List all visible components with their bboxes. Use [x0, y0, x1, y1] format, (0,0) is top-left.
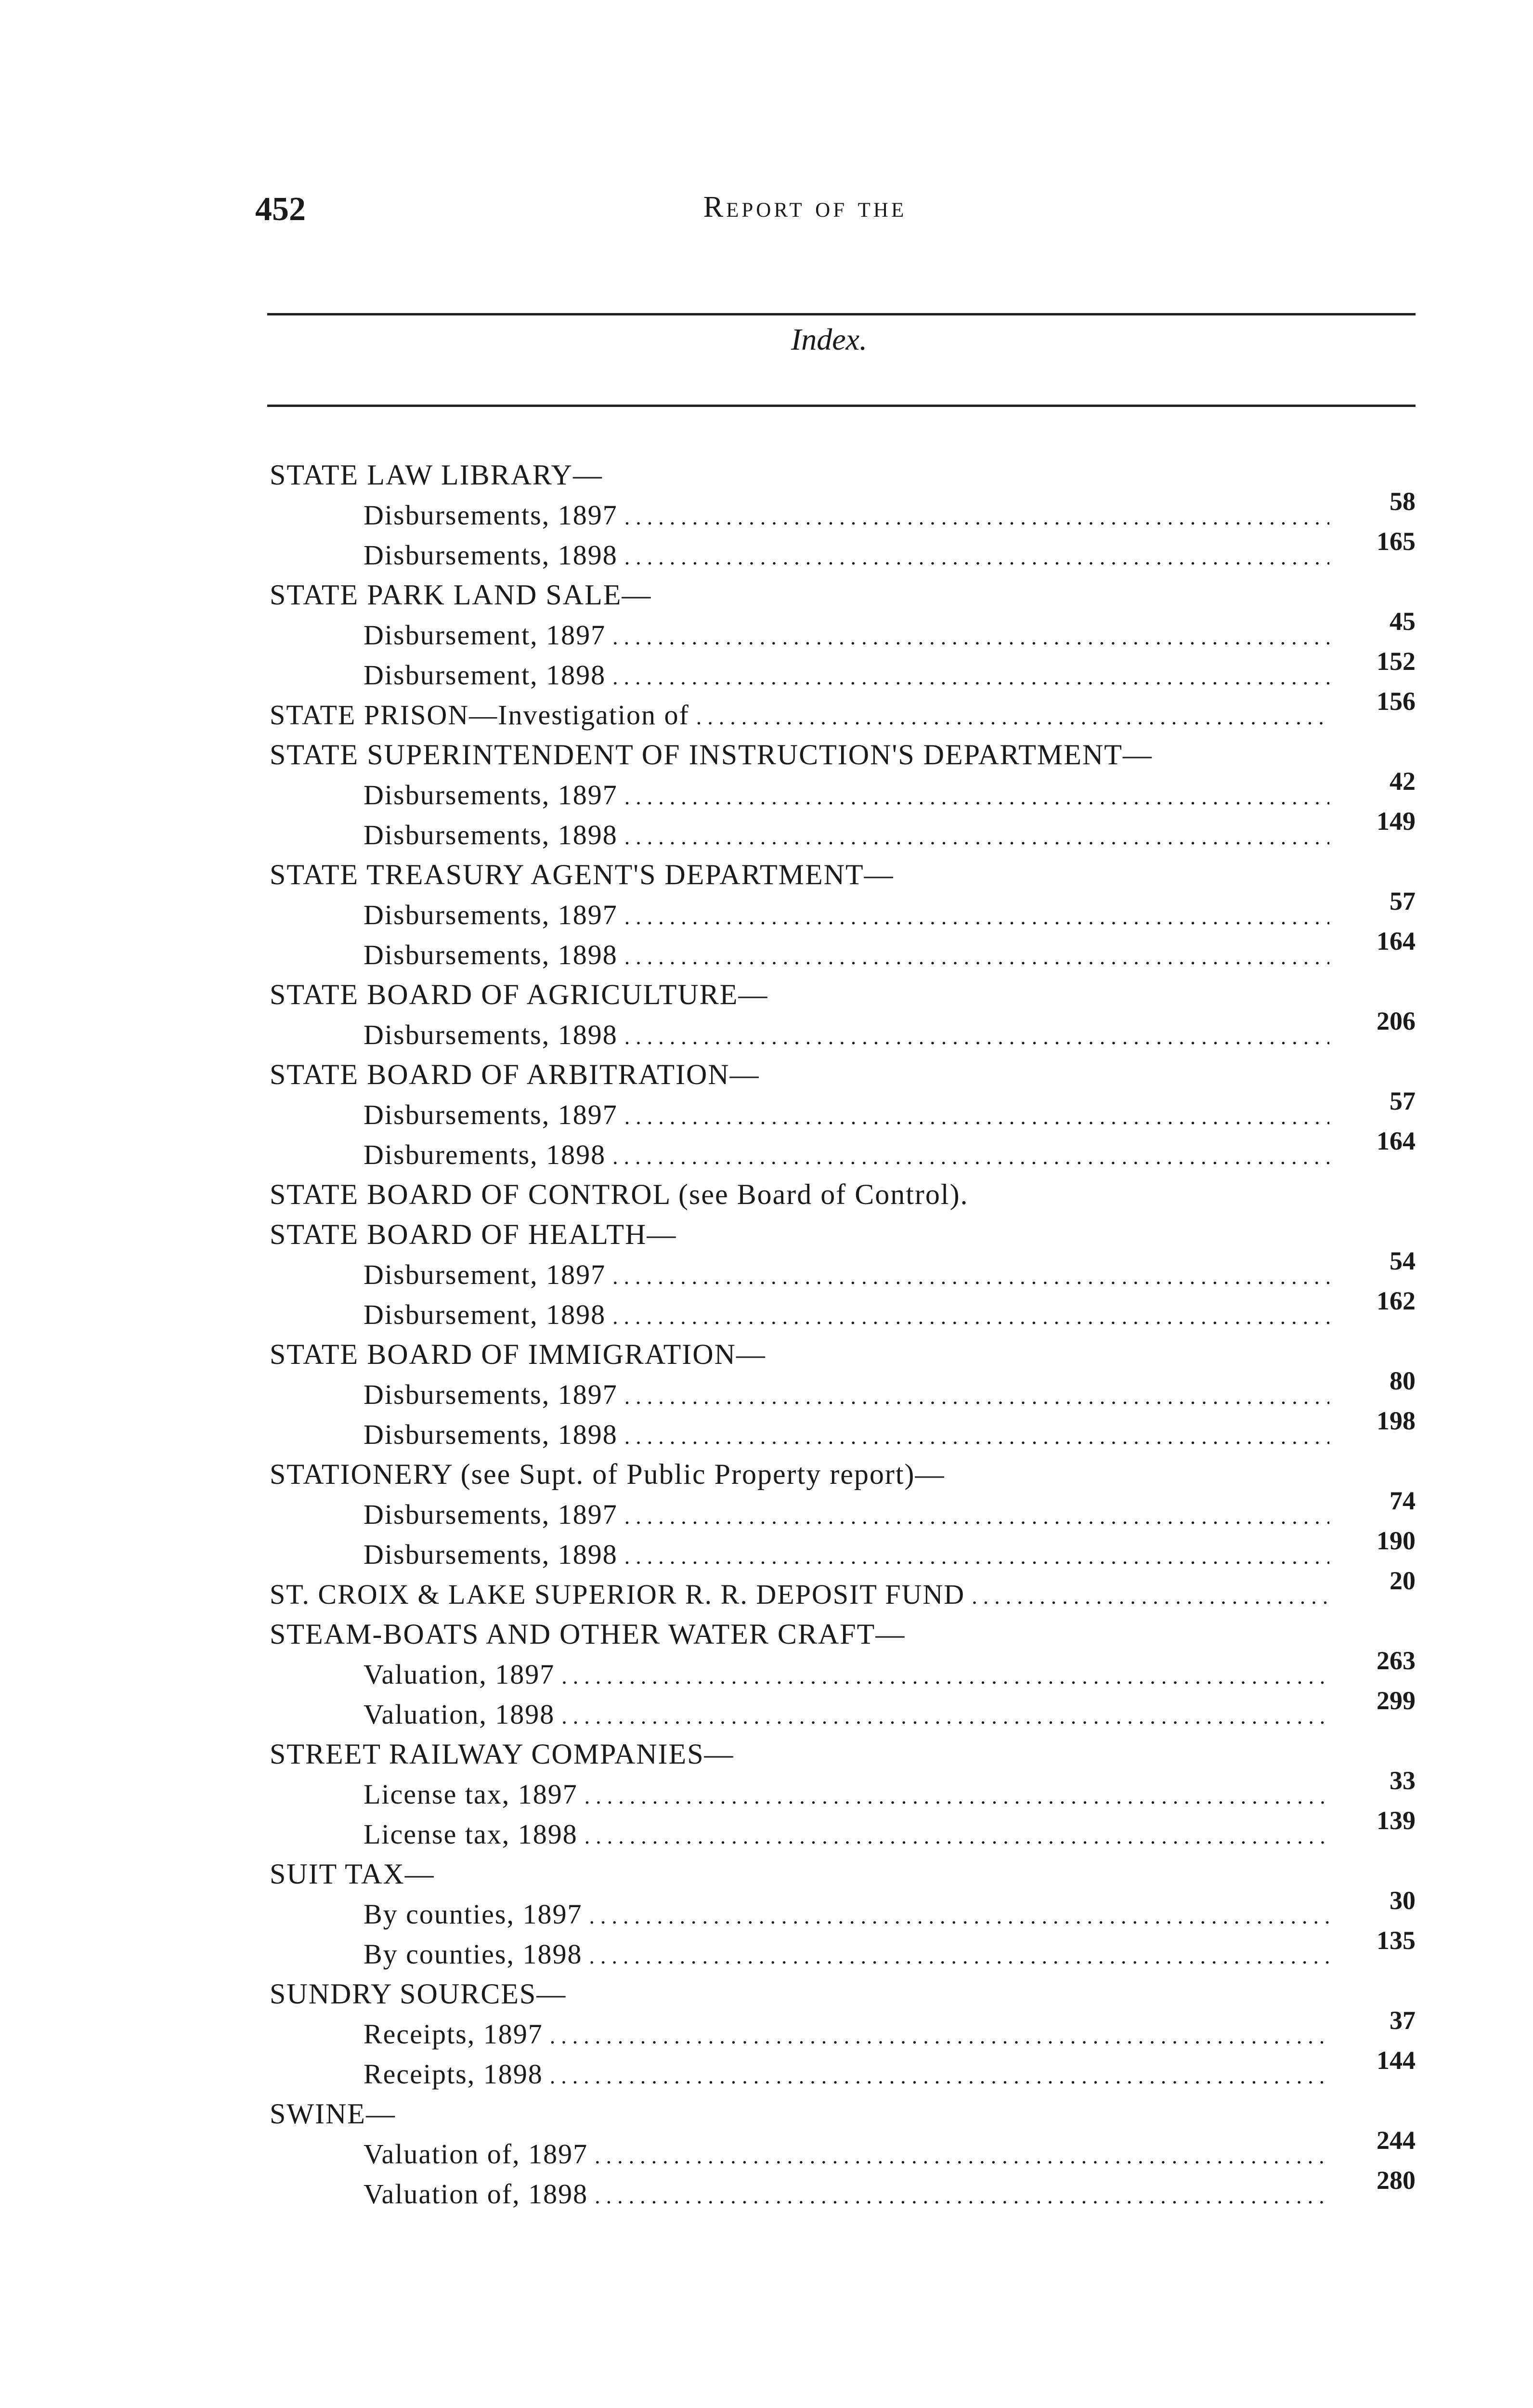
- index-entry: [270, 527, 1425, 575]
- index-entry: [270, 1686, 1425, 1734]
- dot-leader: [612, 1137, 1329, 1177]
- entry-label: Disbursements, 1898: [364, 539, 618, 571]
- index-entry: [270, 607, 1425, 655]
- index-heading: STATE BOARD OF CONTROL (see Board of Control).: [270, 1178, 969, 1210]
- entry-label: Disbursements, 1897: [364, 499, 618, 531]
- entry-label: By counties, 1898: [364, 1938, 583, 1970]
- dot-leader: [612, 657, 1329, 697]
- entry-page-number: 162: [1377, 1286, 1416, 1315]
- entry-page-number: 33: [1390, 1766, 1416, 1795]
- index-entry: [270, 767, 1425, 815]
- entry-label: Valuation of, 1897: [364, 2138, 588, 2170]
- entry-label: Disburements, 1898: [364, 1139, 606, 1170]
- index-entry: [270, 807, 1425, 855]
- entry-label: Receipts, 1897: [364, 2018, 543, 2050]
- entry-page-number: 58: [1390, 487, 1416, 516]
- entry-page-number: 152: [1377, 647, 1416, 676]
- index-heading: SUIT TAX—: [270, 1858, 435, 1890]
- index-heading: STATE BOARD OF AGRICULTURE—: [270, 979, 768, 1010]
- header-rule-top: [267, 313, 1416, 315]
- dot-leader: [624, 1496, 1329, 1536]
- dot-leader: [612, 617, 1329, 657]
- index-entry: [270, 1086, 1425, 1135]
- entry-page-number: 156: [1377, 687, 1416, 716]
- dot-leader: [550, 2016, 1329, 2056]
- entry-label: Disbursements, 1898: [364, 939, 618, 970]
- index-entry: [270, 1526, 1425, 1574]
- entry-page-number: 280: [1377, 2166, 1416, 2195]
- running-head: Report of the: [703, 191, 907, 223]
- entry-page-number: 244: [1377, 2126, 1416, 2155]
- section-title: Index.: [791, 322, 868, 356]
- index-heading: STATE LAW LIBRARY—: [270, 459, 603, 491]
- entry-label: STATE PRISON—Investigation of: [270, 699, 689, 731]
- dot-leader: [624, 817, 1329, 857]
- dot-leader: [585, 1776, 1329, 1816]
- index-entry: [270, 647, 1425, 695]
- dot-leader: [624, 1097, 1329, 1137]
- index-entry: [270, 1806, 1425, 1854]
- index-heading: STATE BOARD OF HEALTH—: [270, 1218, 677, 1250]
- index-heading: STREET RAILWAY COMPANIES—: [270, 1738, 734, 1770]
- entry-label: ST. CROIX & LAKE SUPERIOR R. R. DEPOSIT FUND: [270, 1579, 965, 1610]
- index-entry: [270, 2046, 1425, 2094]
- page-number: 452: [255, 191, 306, 228]
- dot-leader: [585, 1816, 1329, 1856]
- entry-page-number: 165: [1377, 527, 1416, 556]
- index-heading: SWINE—: [270, 2098, 396, 2130]
- index-heading: STEAM-BOATS AND OTHER WATER CRAFT—: [270, 1618, 906, 1650]
- entry-page-number: 74: [1390, 1486, 1416, 1515]
- index-entry: [270, 687, 1425, 735]
- index-list: [270, 455, 1425, 2214]
- index-entry: [270, 1646, 1425, 1694]
- entry-label: Disbursement, 1897: [364, 1259, 606, 1290]
- dot-leader: [595, 2176, 1329, 2216]
- index-entry: [270, 2166, 1425, 2214]
- entry-label: Disbursements, 1898: [364, 1419, 618, 1450]
- dot-leader: [624, 1536, 1329, 1576]
- index-entry: [270, 927, 1425, 975]
- index-entry: [270, 1566, 1425, 1614]
- entry-label: Disbursement, 1897: [364, 619, 606, 651]
- entry-page-number: 164: [1377, 1126, 1416, 1155]
- entry-page-number: 139: [1377, 1806, 1416, 1835]
- index-entry: [270, 487, 1425, 535]
- entry-page-number: 135: [1377, 1926, 1416, 1955]
- header-rule-bottom: [267, 405, 1416, 407]
- index-heading: STATE BOARD OF IMMIGRATION—: [270, 1338, 766, 1370]
- index-entry: [270, 1366, 1425, 1414]
- dot-leader: [624, 537, 1329, 577]
- dot-leader: [589, 1896, 1329, 1936]
- dot-leader: [612, 1256, 1329, 1296]
- dot-leader: [624, 1376, 1329, 1416]
- dot-leader: [561, 1696, 1329, 1736]
- index-entry: [270, 1007, 1425, 1055]
- dot-leader: [624, 1416, 1329, 1456]
- entry-label: License tax, 1897: [364, 1779, 578, 1810]
- entry-label: Valuation of, 1898: [364, 2178, 588, 2210]
- entry-label: Disbursements, 1897: [364, 1099, 618, 1130]
- entry-label: Disbursements, 1898: [364, 1019, 618, 1050]
- dot-leader: [624, 777, 1329, 817]
- entry-label: Valuation, 1898: [364, 1699, 555, 1730]
- dot-leader: [612, 1296, 1329, 1336]
- index-entry: [270, 1886, 1425, 1934]
- entry-page-number: 57: [1390, 1086, 1416, 1115]
- entry-label: Disbursements, 1898: [364, 819, 618, 851]
- index-entry: [270, 2126, 1425, 2174]
- entry-page-number: 206: [1377, 1007, 1416, 1035]
- dot-leader: [624, 937, 1329, 977]
- entry-label: Disbursements, 1897: [364, 1499, 618, 1530]
- dot-leader: [595, 2136, 1329, 2176]
- index-heading: STATE SUPERINTENDENT OF INSTRUCTION'S DEPARTMENT—: [270, 739, 1153, 771]
- entry-page-number: 144: [1377, 2046, 1416, 2075]
- entry-label: Disbursements, 1897: [364, 899, 618, 930]
- entry-page-number: 45: [1390, 607, 1416, 636]
- dot-leader: [696, 697, 1329, 737]
- entry-page-number: 164: [1377, 927, 1416, 955]
- index-heading: STATE TREASURY AGENT'S DEPARTMENT—: [270, 859, 894, 890]
- index-entry: [270, 1766, 1425, 1814]
- index-entry: [270, 1406, 1425, 1454]
- entry-page-number: 42: [1390, 767, 1416, 796]
- dot-leader: [561, 1656, 1329, 1696]
- dot-leader: [589, 1936, 1329, 1976]
- index-entry: [270, 1246, 1425, 1295]
- entry-page-number: 57: [1390, 887, 1416, 916]
- entry-label: Disbursement, 1898: [364, 659, 606, 691]
- entry-page-number: 80: [1390, 1366, 1416, 1395]
- entry-label: Disbursement, 1898: [364, 1299, 606, 1330]
- entry-label: Receipts, 1898: [364, 2058, 543, 2090]
- entry-label: Disbursements, 1897: [364, 1379, 618, 1410]
- entry-label: By counties, 1897: [364, 1898, 583, 1930]
- index-heading: STATE PARK LAND SALE—: [270, 579, 652, 611]
- index-entry: [270, 887, 1425, 935]
- index-entry: [270, 1126, 1425, 1175]
- entry-page-number: 263: [1377, 1646, 1416, 1675]
- entry-page-number: 37: [1390, 2006, 1416, 2035]
- entry-label: License tax, 1898: [364, 1819, 578, 1850]
- entry-page-number: 149: [1377, 807, 1416, 836]
- entry-page-number: 30: [1390, 1886, 1416, 1915]
- dot-leader: [624, 1017, 1329, 1057]
- index-heading: SUNDRY SOURCES—: [270, 1978, 567, 2010]
- index-entry: [270, 1926, 1425, 1974]
- entry-label: Disbursements, 1897: [364, 779, 618, 811]
- index-heading: STATE BOARD OF ARBITRATION—: [270, 1059, 760, 1090]
- index-entry: [270, 1286, 1425, 1335]
- entry-page-number: 190: [1377, 1526, 1416, 1555]
- entry-page-number: 54: [1390, 1246, 1416, 1275]
- index-entry: [270, 1486, 1425, 1534]
- entry-page-number: 299: [1377, 1686, 1416, 1715]
- index-entry: [270, 2006, 1425, 2054]
- dot-leader: [624, 897, 1329, 937]
- entry-page-number: 198: [1377, 1406, 1416, 1435]
- dot-leader: [550, 2056, 1329, 2096]
- entry-page-number: 20: [1390, 1566, 1416, 1595]
- entry-label: Disbursements, 1898: [364, 1539, 618, 1570]
- dot-leader: [972, 1576, 1329, 1616]
- index-heading: STATIONERY (see Supt. of Public Property report)—: [270, 1458, 945, 1490]
- entry-label: Valuation, 1897: [364, 1659, 555, 1690]
- dot-leader: [624, 497, 1329, 537]
